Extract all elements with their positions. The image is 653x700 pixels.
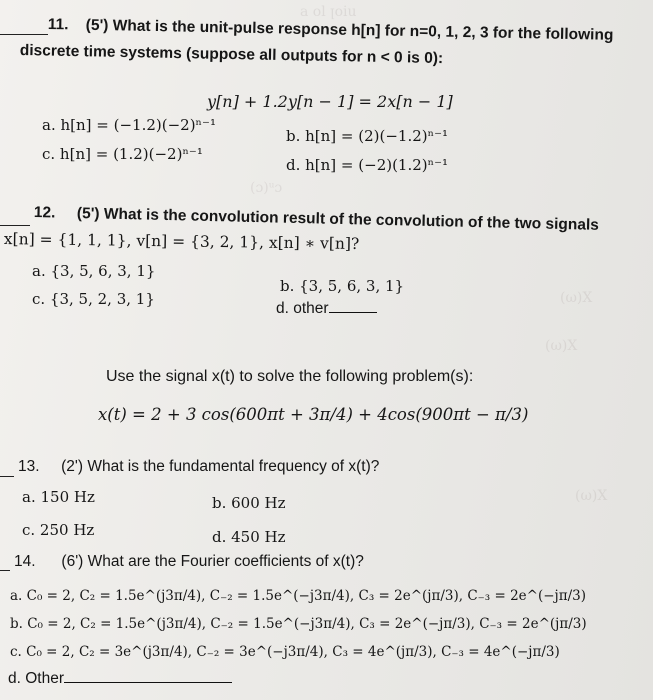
option-14a: a. C₀ = 2, C₂ = 1.5e^(j3π/4), C₋₂ = 1.5e^(−j3π/4), C₃ = 2e^(jπ/3), C₋₃ = 2e^(−jπ/3) xyxy=(10,588,587,604)
option-12b: b. {3, 5, 6, 3, 1} xyxy=(280,277,405,295)
option-13c: c. 250 Hz xyxy=(22,521,95,539)
question-11 xyxy=(48,16,614,45)
option-11d: d. h[n] = (−2)(1.2)ⁿ⁻¹ xyxy=(286,156,449,174)
question-text: (6') What are the Fourier coefficients of x(t)? xyxy=(61,553,364,570)
other-blank xyxy=(329,312,377,313)
option-12a: a. {3, 5, 6, 3, 1} xyxy=(32,262,156,280)
question-12 xyxy=(34,204,599,235)
option-12d: d. other xyxy=(276,300,377,318)
question-text: (5') What is the convolution result of the convolution of the two signals xyxy=(76,204,600,234)
answer-blank-11 xyxy=(0,34,48,35)
option-14d: d. Other xyxy=(8,670,232,688)
question-number: 14. xyxy=(14,553,36,570)
answer-blank-12 xyxy=(0,225,30,226)
question-text: (2') What is the fundamental frequency of x(t)? xyxy=(61,458,380,475)
question-number: 12. xyxy=(33,204,56,222)
answer-blank-14 xyxy=(0,570,10,571)
question-text-cont: x[n] = {1, 1, 1}, v[n] = {3, 2, 1}, x[n] ∗ v[n]? xyxy=(3,230,360,253)
exam-page: a ol ꞁoiu (ɔ)ᵘɔ (ω)X (ω)X (ω)X 11. (5') What is the unit-pulse response h[n] for n=0, 1, 2, 3 for the following discrete time systems (suppose all outputs for n < 0 is 0): y[n] + 1.2y[n − 1] = 2x[n − 1] a. h[n] = (−1.2)(−2)ⁿ⁻¹ b. h[n] = (2)(−1.2)ⁿ⁻¹ c. h[n] = (1.2)(−2)ⁿ⁻¹ d. h[n] = (−2)(1.2)ⁿ⁻¹ 12. (5') What is the convolution result of the convolution of the two signals x[n] = {1, 1, 1}, v[n] = {3, 2, 1}, x[n] ∗ v[n]? a. {3, 5, 6, 3, 1} b. {3, 5, 6, 3, 1} c. {3, 5, 2, 3, 1} d. other Use the signal x(t) to solve the following problem(s): x(t) = 2 + 3 cos(600πt + 3π/4) + 4cos(900πt − π/3) 13. (2') What is the fundamental frequency of x(t)? a. 150 Hz b. 600 Hz c. 250 Hz d. 450 Hz 14. (6') What are the Fourier coefficients of x(t)? a. C₀ = 2, C₂ = 1.5e^(j3π/4), C₋₂ = 1.5e^(−j3π/4), C₃ = 2e^(jπ/3), C₋₃ = 2e^(−jπ/3) b. C₀ = 2, C₂ = 1.5e^(j3π/4), C₋₂ = 1.5e^(−j3π/4), C₃ = 2e^(−jπ/3), C₋₃ = 2e^(jπ/3) c. C₀ = 2, C₂ = 3e^(j3π/4), C₋₂ = 3e^(−j3π/4), C₃ = 4e^(jπ/3), C₋₃ = 4e^(−jπ/3) d. Other xyxy=(0,0,653,700)
option-14c: c. C₀ = 2, C₂ = 3e^(j3π/4), C₋₂ = 3e^(−j3π/4), C₃ = 4e^(jπ/3), C₋₃ = 4e^(−jπ/3) xyxy=(10,644,560,660)
option-11c: c. h[n] = (1.2)(−2)ⁿ⁻¹ xyxy=(42,145,203,163)
signal-equation: x(t) = 2 + 3 cos(600πt + 3π/4) + 4cos(900πt − π/3) xyxy=(98,405,529,424)
question-13 xyxy=(18,458,379,476)
option-12c: c. {3, 5, 2, 3, 1} xyxy=(32,290,155,308)
question-text-cont: discrete time systems (suppose all outputs for n < 0 is 0): xyxy=(19,42,444,68)
option-13d: d. 450 Hz xyxy=(212,528,286,546)
question-number: 11. xyxy=(47,16,69,34)
other-blank xyxy=(64,682,232,683)
question-14 xyxy=(14,553,364,571)
option-11b: b. h[n] = (2)(−1.2)ⁿ⁻¹ xyxy=(286,127,449,145)
option-11a: a. h[n] = (−1.2)(−2)ⁿ⁻¹ xyxy=(42,116,216,134)
question-text: (5') What is the unit-pulse response h[n] for n=0, 1, 2, 3 for the following xyxy=(85,16,614,44)
question-number: 13. xyxy=(18,458,40,475)
answer-blank-13 xyxy=(0,476,14,477)
equation-difference: y[n] + 1.2y[n − 1] = 2x[n − 1] xyxy=(207,92,453,111)
option-13a: a. 150 Hz xyxy=(22,488,95,506)
option-13b: b. 600 Hz xyxy=(212,494,286,512)
option-14b: b. C₀ = 2, C₂ = 1.5e^(j3π/4), C₋₂ = 1.5e^(−j3π/4), C₃ = 2e^(−jπ/3), C₋₃ = 2e^(jπ/3) xyxy=(10,616,587,632)
signal-intro: Use the signal x(t) to solve the following problem(s): xyxy=(106,368,474,385)
